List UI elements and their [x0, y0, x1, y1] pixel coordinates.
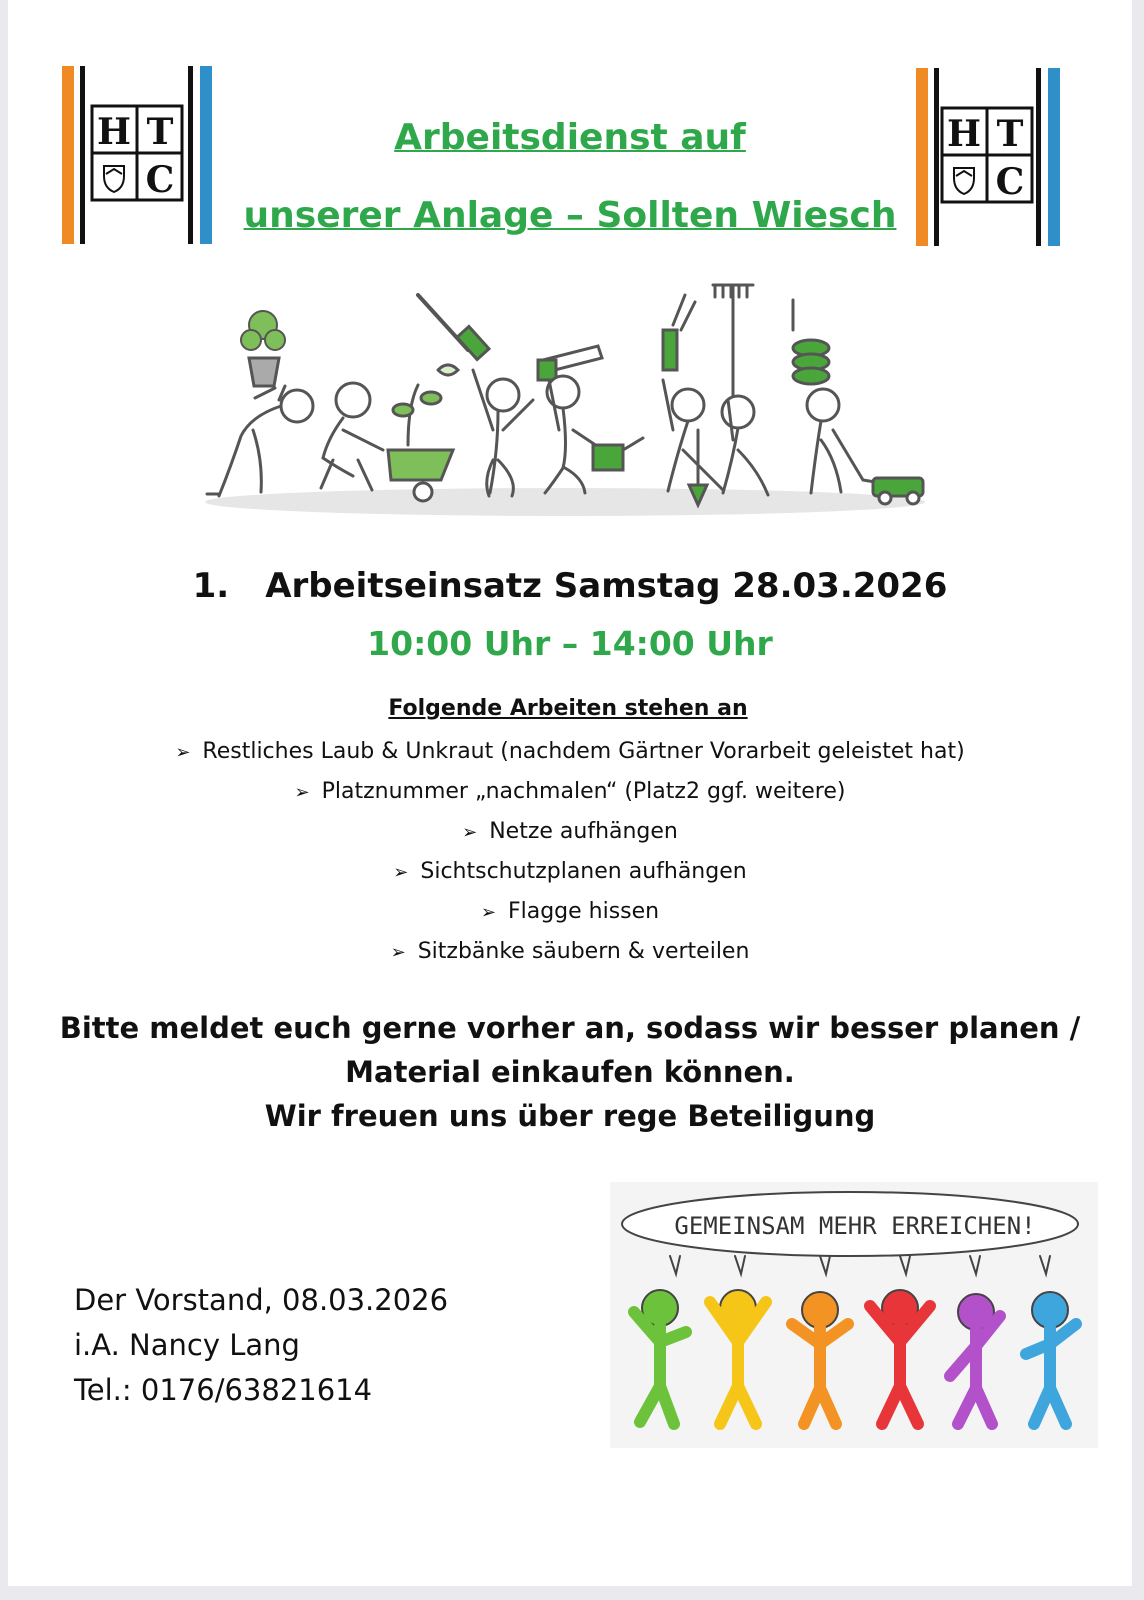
worker-rake-icon [713, 285, 768, 495]
signature-name: i.A. Nancy Lang [74, 1328, 300, 1362]
worker-saw-icon [538, 346, 643, 493]
list-item: ➢ Restliches Laub & Unkraut (nachdem Gärtner Vorarbeit geleistet hat) [175, 739, 965, 764]
logo-letter-c: C [995, 161, 1025, 203]
signature-board: Der Vorstand, 08.03.2026 [74, 1283, 449, 1317]
list-item: ➢ Sichtschutzplanen aufhängen [393, 859, 747, 884]
notice-line-3: Wir freuen uns über rege Beteiligung [264, 1099, 876, 1133]
arrow-bullet-icon: ➢ [294, 782, 310, 803]
list-item: ➢ Sitzbänke säubern & verteilen [390, 939, 750, 964]
title-line-1: Arbeitsdienst auf [394, 117, 746, 158]
logo-letter-h: H [96, 111, 132, 153]
event-number: 1. [192, 566, 230, 606]
club-logo-left [56, 66, 216, 246]
figure-purple-icon [950, 1294, 1000, 1424]
logo-letter-t: T [996, 113, 1024, 155]
event-date: Arbeitseinsatz Samstag 28.03.2026 [265, 566, 948, 606]
arrow-bullet-icon: ➢ [462, 822, 478, 843]
notice-line-2: Material einkaufen können. [345, 1055, 795, 1089]
motto-text: GEMEINSAM MEHR ERREICHEN! [674, 1212, 1036, 1240]
garden-workers-illustration [193, 280, 938, 530]
figure-red-icon [870, 1290, 930, 1424]
event-time: 10:00 Uhr – 14:00 Uhr [367, 624, 773, 663]
worker-wheelbarrow-icon [321, 365, 458, 501]
figure-blue-icon [1026, 1292, 1076, 1424]
notice-line-1: Bitte meldet euch gerne vorher an, sodass wir besser planen / [59, 1011, 1081, 1045]
arrow-bullet-icon: ➢ [175, 742, 191, 763]
arrow-bullet-icon: ➢ [390, 942, 406, 963]
worker-lawnmower-icon [793, 300, 923, 504]
tasks-heading: Folgende Arbeiten stehen an [388, 696, 748, 721]
logo-letter-t: T [146, 111, 174, 153]
worker-shears-icon [663, 295, 723, 505]
club-logo-right [910, 68, 1070, 248]
title-line-2: unserer Anlage – Sollten Wiesch [243, 195, 897, 236]
list-item: ➢ Netze aufhängen [462, 819, 678, 844]
list-item: ➢ Flagge hissen [480, 899, 660, 924]
worker-flower-pot-icon [207, 311, 313, 496]
figure-orange-icon [792, 1292, 848, 1424]
logo-letter-h: H [946, 113, 982, 155]
team-motto-illustration [610, 1182, 1098, 1448]
figure-yellow-icon [710, 1290, 766, 1424]
list-item: ➢ Platznummer „nachmalen“ (Platz2 ggf. weitere) [294, 779, 846, 804]
arrow-bullet-icon: ➢ [393, 862, 409, 883]
signature-block [74, 1278, 448, 1413]
logo-letter-c: C [145, 159, 175, 201]
event-heading [8, 566, 1132, 606]
arrow-bullet-icon: ➢ [480, 902, 496, 923]
figure-green-icon [634, 1290, 686, 1424]
signature-phone: Tel.: 0176/63821614 [74, 1373, 373, 1407]
flyer-page [8, 0, 1132, 1586]
task-list [8, 732, 1132, 972]
